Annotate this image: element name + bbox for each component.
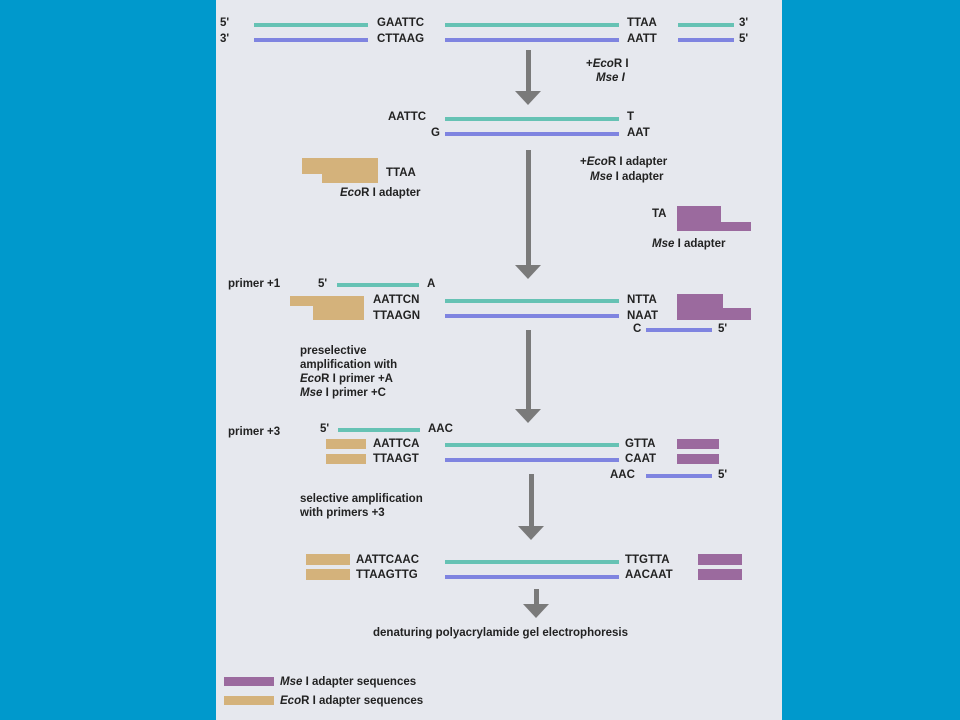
ecori-adapter-label: EcoR I adapter — [340, 187, 421, 199]
primer-selective-bases: AAC — [428, 423, 453, 435]
legend-eco-swatch — [224, 696, 274, 705]
rev-primer-five-prime: 5' — [718, 323, 728, 335]
msei-adapter-shape — [677, 439, 719, 449]
five-prime-label: 5' — [220, 17, 230, 29]
msei-adapter-shape — [677, 308, 751, 320]
legend-mse-label: Mse I adapter sequences — [280, 676, 417, 688]
legend-eco-label: EcoR I adapter sequences — [280, 695, 424, 707]
fragment-right-bottom: AAT — [627, 127, 650, 139]
down-arrow-icon — [513, 330, 543, 424]
three-prime-label: 3' — [739, 17, 749, 29]
three-prime-label: 3' — [220, 33, 230, 45]
fragment-left-top: AATTC — [388, 111, 427, 123]
final-step-label: denaturing polyacrylamide gel electrophoresis — [373, 627, 628, 639]
msei-adapter-shape — [677, 206, 721, 222]
top-strand — [445, 560, 619, 564]
bottom-strand — [445, 314, 619, 318]
selected-left-bottom: TTAAGTTG — [356, 569, 418, 581]
msei-adapter-shape — [677, 454, 719, 464]
msei-primer — [646, 474, 712, 478]
bottom-strand — [445, 132, 619, 136]
selected-right-bottom: AACAAT — [625, 569, 673, 581]
selective-text-2: with primers +3 — [300, 507, 385, 519]
msei-adapter-shape — [677, 222, 751, 231]
rev-primer-five-prime: 5' — [718, 469, 728, 481]
ecori-adapter-shape — [302, 158, 378, 174]
top-strand — [445, 117, 619, 121]
fragment-left-bottom: G — [431, 127, 440, 139]
bottom-strand — [445, 575, 619, 579]
five-prime-label: 5' — [739, 33, 749, 45]
primer-five-prime: 5' — [320, 423, 330, 435]
ligated-left-top: AATTCN — [373, 294, 420, 306]
ecori-adapter-sequence: TTAA — [386, 167, 416, 179]
selected-right-top: TTGTTA — [625, 554, 670, 566]
bottom-strand — [445, 458, 619, 462]
msei-adapter-shape — [698, 554, 742, 565]
rev-primer-bases: AAC — [610, 469, 635, 481]
rev-primer-base: C — [633, 323, 642, 335]
msei-adapter-shape — [698, 569, 742, 580]
primer-plus3-label: primer +3 — [228, 426, 281, 438]
msei-adapter-shape — [677, 294, 723, 308]
ecori-site-top: GAATTC — [377, 17, 425, 29]
down-arrow-icon — [516, 474, 546, 541]
top-strand — [445, 299, 619, 303]
amplified-right-top: GTTA — [625, 438, 656, 450]
ecori-enzyme-label: +EcoR I — [586, 58, 629, 70]
top-strand — [254, 23, 368, 27]
diagram-panel — [216, 0, 782, 720]
down-arrow-icon — [513, 150, 543, 280]
msei-enzyme-label: Mse I — [596, 72, 625, 84]
primer-selective-base: A — [427, 278, 436, 290]
msei-adapter-sequence: TA — [652, 208, 667, 220]
amplified-left-bottom: TTAAGT — [373, 453, 419, 465]
ecori-adapter-shape — [322, 174, 378, 183]
msei-adapter-label: Mse I adapter — [652, 238, 726, 250]
msei-site-top: TTAA — [627, 17, 657, 29]
preselective-text-3: EcoR I primer +A — [300, 373, 393, 385]
ligated-left-bottom: TTAAGN — [373, 310, 421, 322]
bottom-strand — [254, 38, 368, 42]
preselective-text-4: Mse I primer +C — [300, 387, 386, 399]
ecori-adapter-shape — [326, 454, 366, 464]
down-arrow-icon — [521, 589, 551, 619]
primer-five-prime: 5' — [318, 278, 328, 290]
primer-plus1-label: primer +1 — [228, 278, 281, 290]
plus-ecori-adapter-label: +EcoR I adapter — [580, 156, 668, 168]
fragment-right-top: T — [627, 111, 635, 123]
top-strand — [678, 23, 734, 27]
ligated-right-bottom: NAAT — [627, 310, 659, 322]
ligated-right-top: NTTA — [627, 294, 657, 306]
ecori-primer — [337, 283, 419, 287]
amplified-right-bottom: CAAT — [625, 453, 657, 465]
ecori-adapter-shape — [306, 554, 350, 565]
legend-mse-swatch — [224, 677, 274, 686]
selected-left-top: AATTCAAC — [356, 554, 420, 566]
preselective-text-2: amplification with — [300, 359, 398, 371]
top-strand — [445, 443, 619, 447]
down-arrow-icon — [513, 50, 543, 105]
ecori-primer — [338, 428, 420, 432]
bottom-strand — [445, 38, 619, 42]
ecori-site-bottom: CTTAAG — [377, 33, 425, 45]
preselective-text-1: preselective — [300, 345, 367, 357]
bottom-strand — [678, 38, 734, 42]
top-strand — [445, 23, 619, 27]
selective-text-1: selective amplification — [300, 493, 423, 505]
ecori-adapter-shape — [290, 296, 364, 306]
msei-primer — [646, 328, 712, 332]
ecori-adapter-shape — [326, 439, 366, 449]
ecori-adapter-shape — [313, 306, 364, 320]
msei-site-bottom: AATT — [627, 33, 657, 45]
plus-msei-adapter-label: Mse I adapter — [590, 171, 664, 183]
amplified-left-top: AATTCA — [373, 438, 420, 450]
ecori-adapter-shape — [306, 569, 350, 580]
